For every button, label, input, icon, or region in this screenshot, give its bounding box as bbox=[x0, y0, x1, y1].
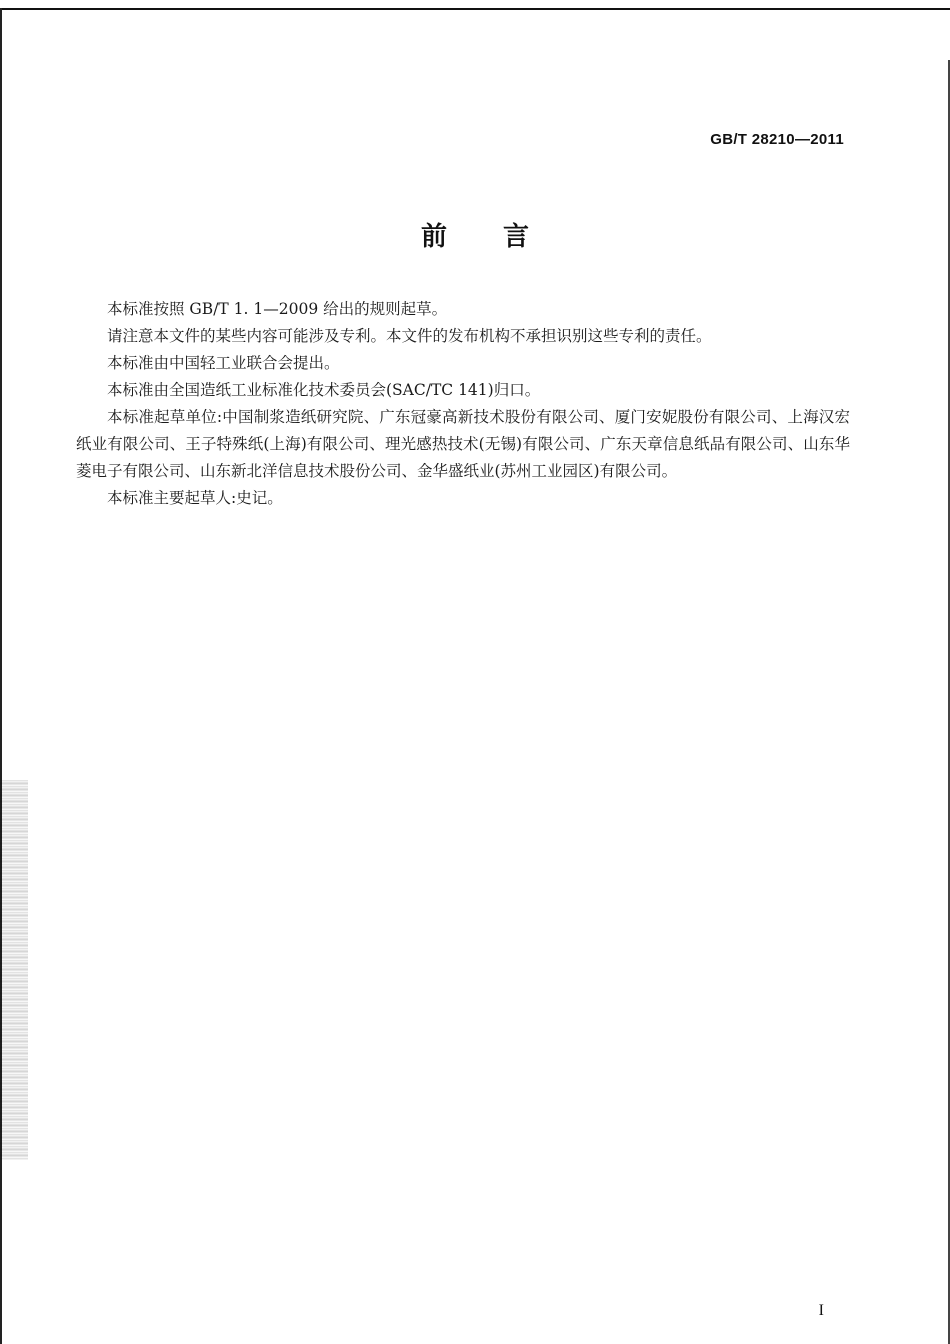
scan-edge-noise bbox=[0, 780, 28, 1160]
page-title bbox=[0, 216, 950, 253]
paragraph-drafting-rules: 本标准按照 GB/T 1. 1—2009 给出的规则起草。 bbox=[107, 300, 448, 318]
title-char-1: 前 bbox=[420, 222, 447, 252]
paragraph-proposer: 本标准由中国轻工业联合会提出。 bbox=[107, 354, 340, 372]
preface-body bbox=[76, 296, 850, 512]
paragraph-patent-notice: 请注意本文件的某些内容可能涉及专利。本文件的发布机构不承担识别这些专利的责任。 bbox=[107, 327, 712, 345]
page-number: I bbox=[818, 1302, 824, 1319]
title-char-2: 言 bbox=[503, 222, 530, 252]
paragraph-drafters: 本标准主要起草人:史记。 bbox=[107, 489, 283, 507]
scan-border-top bbox=[0, 8, 950, 10]
paragraph-committee: 本标准由全国造纸工业标准化技术委员会(SAC/TC 141)归口。 bbox=[107, 381, 541, 399]
standard-code: GB/T 28210—2011 bbox=[710, 131, 844, 148]
paragraph-drafting-units: 本标准起草单位:中国制浆造纸研究院、广东冠豪高新技术股份有限公司、厦门安妮股份有限公司、上海汉宏纸业有限公司、王子特殊纸(上海)有限公司、理光感热技术(无锡)有限公司、广东天章信息纸品有限公司、山东华菱电子有限公司、山东新北洋信息技术股份公司、金华盛纸业(苏州工业园区)有限公司。 bbox=[76, 408, 850, 480]
